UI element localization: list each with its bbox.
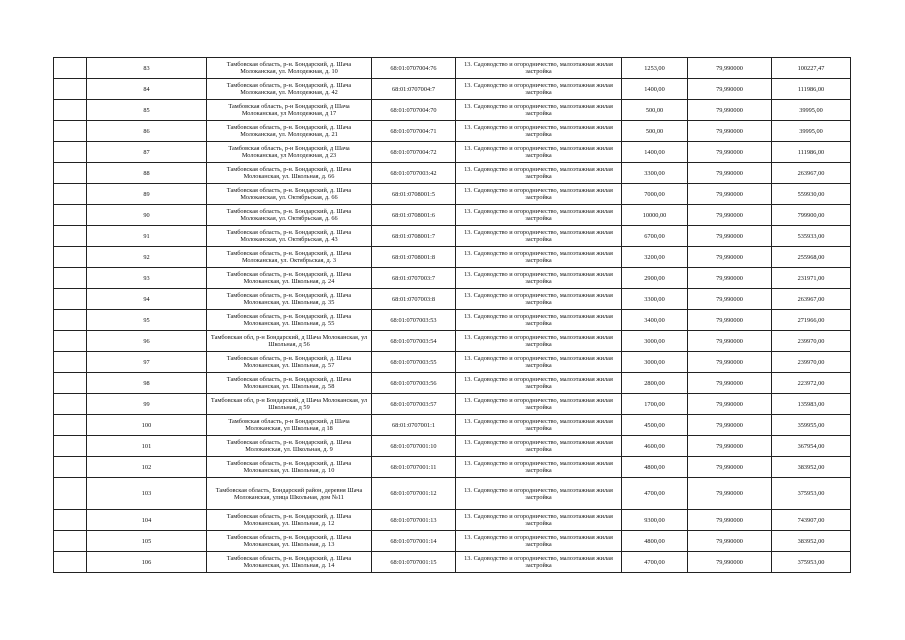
rate-cell: 79,990000 <box>688 58 772 79</box>
rate-cell: 79,990000 <box>688 352 772 373</box>
cadastral-value-cell: 135983,00 <box>772 394 851 415</box>
gap-cell <box>54 79 87 100</box>
area-cell: 1400,00 <box>622 142 688 163</box>
row-number: 84 <box>87 79 207 100</box>
address-cell: Тамбовская область, р-н. Бондарский, д. Шача Молоканская, ул. Молодежная, д. 10 <box>207 58 372 79</box>
gap-cell <box>54 289 87 310</box>
cadastral-number-cell: 68:01:0707001:1 <box>372 415 456 436</box>
address-cell: Тамбовская область, р-н. Бондарский, д. Шача Молоканская, ул. Молодежная, д. 42 <box>207 79 372 100</box>
cadastral-value-cell: 383952,00 <box>772 457 851 478</box>
area-cell: 3000,00 <box>622 331 688 352</box>
area-cell: 10000,00 <box>622 205 688 226</box>
rate-cell: 79,990000 <box>688 331 772 352</box>
rate-cell: 79,990000 <box>688 457 772 478</box>
area-cell: 1253,00 <box>622 58 688 79</box>
land-use-cell: 13. Садоводство и огородничество, малоэтажная жилая застройка <box>456 58 622 79</box>
gap-cell <box>54 142 87 163</box>
land-use-cell: 13. Садоводство и огородничество, малоэтажная жилая застройка <box>456 310 622 331</box>
area-cell: 500,00 <box>622 121 688 142</box>
address-cell: Тамбовская область, р-н Бондарский, д Шача Молоканская, ул Школьная, д 18 <box>207 415 372 436</box>
land-use-cell: 13. Садоводство и огородничество, малоэтажная жилая застройка <box>456 142 622 163</box>
cadastral-number-cell: 68:01:0707003:54 <box>372 331 456 352</box>
land-use-cell: 13. Садоводство и огородничество, малоэтажная жилая застройка <box>456 289 622 310</box>
table-row <box>54 373 851 394</box>
cadastral-value-cell: 359955,00 <box>772 415 851 436</box>
cadastral-value-cell: 239970,00 <box>772 331 851 352</box>
gap-cell <box>54 394 87 415</box>
address-cell: Тамбовская область, р-н. Бондарский, д. Шача Молоканская, ул. Школьная, д. 66 <box>207 163 372 184</box>
rate-cell: 79,990000 <box>688 121 772 142</box>
rate-cell: 79,990000 <box>688 289 772 310</box>
area-cell: 7000,00 <box>622 184 688 205</box>
cadastral-value-cell: 223972,00 <box>772 373 851 394</box>
cadastral-number-cell: 68:01:0708001:8 <box>372 247 456 268</box>
row-number: 104 <box>87 510 207 531</box>
gap-cell <box>54 310 87 331</box>
land-use-cell: 13. Садоводство и огородничество, малоэтажная жилая застройка <box>456 457 622 478</box>
cadastral-value-cell: 39995,00 <box>772 121 851 142</box>
cadastral-value-cell: 239970,00 <box>772 352 851 373</box>
cadastral-number-cell: 68:01:0707001:15 <box>372 552 456 573</box>
table-row <box>54 268 851 289</box>
rate-cell: 79,990000 <box>688 79 772 100</box>
rate-cell: 79,990000 <box>688 373 772 394</box>
rate-cell: 79,990000 <box>688 226 772 247</box>
gap-cell <box>54 552 87 573</box>
table-body <box>54 58 851 573</box>
cadastral-value-cell: 383952,00 <box>772 531 851 552</box>
address-cell: Тамбовская область, р-н. Бондарский, д. Шача Молоканская, ул. Школьная, д. 57 <box>207 352 372 373</box>
cadastral-number-cell: 68:01:0707001:11 <box>372 457 456 478</box>
rate-cell: 79,990000 <box>688 552 772 573</box>
cadastral-number-cell: 68:01:0707003:56 <box>372 373 456 394</box>
gap-cell <box>54 184 87 205</box>
row-number: 105 <box>87 531 207 552</box>
table-row <box>54 310 851 331</box>
cadastral-number-cell: 68:01:0707004:71 <box>372 121 456 142</box>
row-number: 86 <box>87 121 207 142</box>
address-cell: Тамбовская область, р-н. Бондарский, д. Шача Молоканская, ул. Школьная, д. 58 <box>207 373 372 394</box>
cadastral-number-cell: 68:01:0707001:12 <box>372 478 456 510</box>
cadastral-value-cell: 111986,00 <box>772 142 851 163</box>
cadastral-value-cell: 375953,00 <box>772 478 851 510</box>
land-use-cell: 13. Садоводство и огородничество, малоэтажная жилая застройка <box>456 121 622 142</box>
cadastral-number-cell: 68:01:0707003:55 <box>372 352 456 373</box>
gap-cell <box>54 457 87 478</box>
cadastral-value-cell: 559930,00 <box>772 184 851 205</box>
row-number: 95 <box>87 310 207 331</box>
row-number: 102 <box>87 457 207 478</box>
row-number: 93 <box>87 268 207 289</box>
cadastral-value-cell: 39995,00 <box>772 100 851 121</box>
cadastral-number-cell: 68:01:0707004:70 <box>372 100 456 121</box>
area-cell: 3400,00 <box>622 310 688 331</box>
area-cell: 4800,00 <box>622 457 688 478</box>
table-row <box>54 552 851 573</box>
cadastral-number-cell: 68:01:0707004:72 <box>372 142 456 163</box>
gap-cell <box>54 331 87 352</box>
rate-cell: 79,990000 <box>688 268 772 289</box>
address-cell: Тамбовская область, р-н. Бондарский, д. Шача Молоканская, ул. Школьная, д. 14 <box>207 552 372 573</box>
land-use-cell: 13. Садоводство и огородничество, малоэтажная жилая застройка <box>456 100 622 121</box>
row-number: 87 <box>87 142 207 163</box>
gap-cell <box>54 121 87 142</box>
table-row <box>54 457 851 478</box>
cadastral-number-cell: 68:01:0708001:6 <box>372 205 456 226</box>
address-cell: Тамбовская область, р-н. Бондарский, д. Шача Молоканская, ул. Школьная, д. 10 <box>207 457 372 478</box>
table-row <box>54 247 851 268</box>
land-use-cell: 13. Садоводство и огородничество, малоэтажная жилая застройка <box>456 531 622 552</box>
rate-cell: 79,990000 <box>688 510 772 531</box>
table-row <box>54 184 851 205</box>
land-use-cell: 13. Садоводство и огородничество, малоэтажная жилая застройка <box>456 394 622 415</box>
cadastral-number-cell: 68:01:0707003:8 <box>372 289 456 310</box>
cadastral-number-cell: 68:01:0708001:7 <box>372 226 456 247</box>
cadastral-number-cell: 68:01:0708001:5 <box>372 184 456 205</box>
address-cell: Тамбовская область, р-н. Бондарский, д. Шача Молоканская, ул. Октябрьская, д. 66 <box>207 205 372 226</box>
cadastral-value-cell: 100227,47 <box>772 58 851 79</box>
gap-cell <box>54 478 87 510</box>
gap-cell <box>54 510 87 531</box>
area-cell: 4800,00 <box>622 531 688 552</box>
table-row <box>54 531 851 552</box>
land-use-cell: 13. Садоводство и огородничество, малоэтажная жилая застройка <box>456 331 622 352</box>
cadastral-number-cell: 68:01:0707001:14 <box>372 531 456 552</box>
land-use-cell: 13. Садоводство и огородничество, малоэтажная жилая застройка <box>456 510 622 531</box>
land-use-cell: 13. Садоводство и огородничество, малоэтажная жилая застройка <box>456 79 622 100</box>
table-row <box>54 163 851 184</box>
row-number: 97 <box>87 352 207 373</box>
land-use-cell: 13. Садоводство и огородничество, малоэтажная жилая застройка <box>456 552 622 573</box>
area-cell: 3300,00 <box>622 289 688 310</box>
area-cell: 500,00 <box>622 100 688 121</box>
land-use-cell: 13. Садоводство и огородничество, малоэтажная жилая застройка <box>456 415 622 436</box>
rate-cell: 79,990000 <box>688 436 772 457</box>
cadastral-number-cell: 68:01:0707001:10 <box>372 436 456 457</box>
row-number: 85 <box>87 100 207 121</box>
gap-cell <box>54 415 87 436</box>
table-row <box>54 205 851 226</box>
address-cell: Тамбовская область, р-н. Бондарский, д. Шача Молоканская, ул. Школьная, д. 13 <box>207 531 372 552</box>
cadastral-value-cell: 743907,00 <box>772 510 851 531</box>
gap-cell <box>54 247 87 268</box>
table-row <box>54 121 851 142</box>
table-row <box>54 79 851 100</box>
address-cell: Тамбовская область, р-н Бондарский, д Шача Молоканская, ул Молодежная, д 17 <box>207 100 372 121</box>
land-use-cell: 13. Садоводство и огородничество, малоэтажная жилая застройка <box>456 352 622 373</box>
cadastral-value-cell: 263967,00 <box>772 163 851 184</box>
row-number: 103 <box>87 478 207 510</box>
cadastral-value-cell: 367954,00 <box>772 436 851 457</box>
cadastral-number-cell: 68:01:0707004:7 <box>372 79 456 100</box>
table-row <box>54 100 851 121</box>
row-number: 94 <box>87 289 207 310</box>
cadastral-value-cell: 231971,00 <box>772 268 851 289</box>
rate-cell: 79,990000 <box>688 531 772 552</box>
cadastral-number-cell: 68:01:0707003:53 <box>372 310 456 331</box>
address-cell: Тамбовская обл, р-н Бондарский, д Шача Молоканская, ул Школьная, д 59 <box>207 394 372 415</box>
gap-cell <box>54 531 87 552</box>
table-row <box>54 352 851 373</box>
rate-cell: 79,990000 <box>688 184 772 205</box>
area-cell: 4500,00 <box>622 415 688 436</box>
address-cell: Тамбовская область, р-н. Бондарский, д. Шача Молоканская, ул. Октябрьская, д. 43 <box>207 226 372 247</box>
table-row <box>54 142 851 163</box>
area-cell: 1400,00 <box>622 79 688 100</box>
row-number: 92 <box>87 247 207 268</box>
area-cell: 3300,00 <box>622 163 688 184</box>
gap-cell <box>54 100 87 121</box>
cadastral-value-cell: 271966,00 <box>772 310 851 331</box>
address-cell: Тамбовская область, р-н. Бондарский, д. Шача Молоканская, ул. Школьная, д. 55 <box>207 310 372 331</box>
table-row <box>54 58 851 79</box>
address-cell: Тамбовская область, р-н. Бондарский, д. Шача Молоканская, ул. Школьная, д. 12 <box>207 510 372 531</box>
table-row <box>54 415 851 436</box>
cadastral-value-cell: 111986,00 <box>772 79 851 100</box>
cadastral-number-cell: 68:01:0707003:57 <box>372 394 456 415</box>
table-row <box>54 289 851 310</box>
row-number: 90 <box>87 205 207 226</box>
address-cell: Тамбовская область, р-н. Бондарский, д. Шача Молоканская, ул. Октябрьская, д. 66 <box>207 184 372 205</box>
row-number: 106 <box>87 552 207 573</box>
area-cell: 9300,00 <box>622 510 688 531</box>
rate-cell: 79,990000 <box>688 310 772 331</box>
land-use-cell: 13. Садоводство и огородничество, малоэтажная жилая застройка <box>456 205 622 226</box>
table-row <box>54 226 851 247</box>
land-parcels-table <box>53 57 851 573</box>
gap-cell <box>54 205 87 226</box>
address-cell: Тамбовская область, р-н. Бондарский, д. Шача Молоканская, ул. Школьная, д. 9 <box>207 436 372 457</box>
area-cell: 4700,00 <box>622 552 688 573</box>
address-cell: Тамбовская область, р-н Бондарский, д Шача Молоканская, ул Молодежная, д 23 <box>207 142 372 163</box>
rate-cell: 79,990000 <box>688 100 772 121</box>
row-number: 101 <box>87 436 207 457</box>
table-row <box>54 436 851 457</box>
table-row <box>54 510 851 531</box>
area-cell: 4600,00 <box>622 436 688 457</box>
land-use-cell: 13. Садоводство и огородничество, малоэтажная жилая застройка <box>456 436 622 457</box>
land-use-cell: 13. Садоводство и огородничество, малоэтажная жилая застройка <box>456 268 622 289</box>
cadastral-value-cell: 255968,00 <box>772 247 851 268</box>
land-use-cell: 13. Садоводство и огородничество, малоэтажная жилая застройка <box>456 373 622 394</box>
gap-cell <box>54 268 87 289</box>
gap-cell <box>54 436 87 457</box>
rate-cell: 79,990000 <box>688 163 772 184</box>
cadastral-number-cell: 68:01:0707004:76 <box>372 58 456 79</box>
land-use-cell: 13. Садоводство и огородничество, малоэтажная жилая застройка <box>456 184 622 205</box>
land-use-cell: 13. Садоводство и огородничество, малоэтажная жилая застройка <box>456 163 622 184</box>
area-cell: 2800,00 <box>622 373 688 394</box>
rate-cell: 79,990000 <box>688 205 772 226</box>
rate-cell: 79,990000 <box>688 394 772 415</box>
cadastral-number-cell: 68:01:0707003:42 <box>372 163 456 184</box>
rate-cell: 79,990000 <box>688 478 772 510</box>
address-cell: Тамбовская область, р-н. Бондарский, д. Шача Молоканская, ул. Школьная, д. 24 <box>207 268 372 289</box>
gap-cell <box>54 352 87 373</box>
address-cell: Тамбовская область, р-н. Бондарский, д. Шача Молоканская, ул. Школьная, д. 35 <box>207 289 372 310</box>
address-cell: Тамбовская область, р-н. Бондарский, д. Шача Молоканская, ул. Октябрьская, д. 3 <box>207 247 372 268</box>
row-number: 89 <box>87 184 207 205</box>
table-row <box>54 478 851 510</box>
cadastral-number-cell: 68:01:0707001:13 <box>372 510 456 531</box>
cadastral-value-cell: 375953,00 <box>772 552 851 573</box>
row-number: 91 <box>87 226 207 247</box>
area-cell: 1700,00 <box>622 394 688 415</box>
address-cell: Тамбовская обл, р-н Бондарский, д Шача Молоканская, ул Школьная, д 56 <box>207 331 372 352</box>
rate-cell: 79,990000 <box>688 415 772 436</box>
table-row <box>54 331 851 352</box>
cadastral-number-cell: 68:01:0707003:7 <box>372 268 456 289</box>
gap-cell <box>54 373 87 394</box>
gap-cell <box>54 163 87 184</box>
land-use-cell: 13. Садоводство и огородничество, малоэтажная жилая застройка <box>456 247 622 268</box>
area-cell: 3200,00 <box>622 247 688 268</box>
cadastral-value-cell: 799900,00 <box>772 205 851 226</box>
address-cell: Тамбовская область, р-н. Бондарский, д. Шача Молоканская, ул. Молодежная, д. 21 <box>207 121 372 142</box>
rate-cell: 79,990000 <box>688 142 772 163</box>
area-cell: 6700,00 <box>622 226 688 247</box>
cadastral-value-cell: 263967,00 <box>772 289 851 310</box>
address-cell: Тамбовская область, Бондарский район, деревня Шача Молоканская, улица Школьная, дом №11 <box>207 478 372 510</box>
area-cell: 4700,00 <box>622 478 688 510</box>
row-number: 99 <box>87 394 207 415</box>
land-use-cell: 13. Садоводство и огородничество, малоэтажная жилая застройка <box>456 478 622 510</box>
row-number: 98 <box>87 373 207 394</box>
table-row <box>54 394 851 415</box>
row-number: 100 <box>87 415 207 436</box>
row-number: 88 <box>87 163 207 184</box>
gap-cell <box>54 226 87 247</box>
gap-cell <box>54 58 87 79</box>
land-use-cell: 13. Садоводство и огородничество, малоэтажная жилая застройка <box>456 226 622 247</box>
area-cell: 2900,00 <box>622 268 688 289</box>
cadastral-value-cell: 535933,00 <box>772 226 851 247</box>
rate-cell: 79,990000 <box>688 247 772 268</box>
area-cell: 3000,00 <box>622 352 688 373</box>
row-number: 96 <box>87 331 207 352</box>
row-number: 83 <box>87 58 207 79</box>
